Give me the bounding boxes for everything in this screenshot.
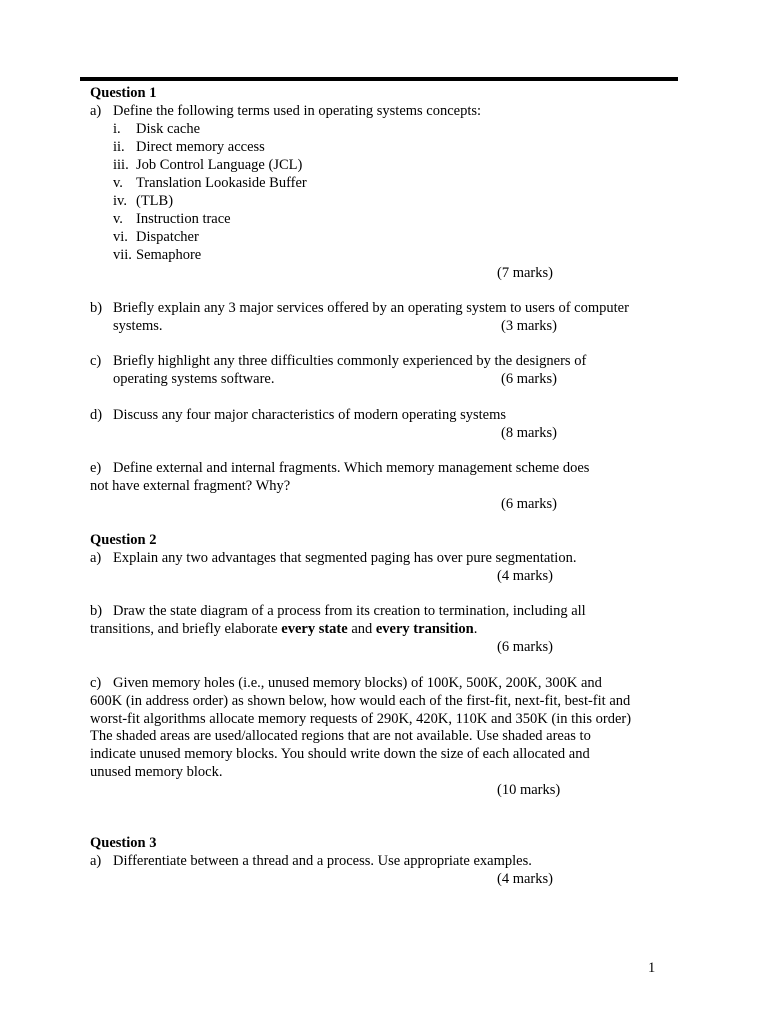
item-number: i. [113,121,121,137]
page-number: 1 [648,960,656,976]
question-1-title: Question 1 [90,85,157,101]
q1-e-line2: not have external fragment? Why? [90,478,291,494]
item-number: vi. [113,229,128,245]
item-text: Translation Lookaside Buffer [136,175,307,191]
q1-a-prompt [90,102,481,120]
q1-e-marks: (6 marks) [501,496,557,512]
q2-b-line1 [90,602,586,620]
q2-c-line6: unused memory block. [90,764,223,780]
q1-b-marks: (3 marks) [501,318,557,334]
q1-b-label: b) [90,300,103,316]
q1-e-text: Define external and internal fragments. Which memory management scheme does [113,460,590,476]
q2-b-line2-post: . [473,621,478,637]
question-2-title: Question 2 [90,532,157,548]
item-text: Direct memory access [136,139,265,155]
item-text: Dispatcher [136,229,199,245]
q1-c-marks: (6 marks) [501,371,557,387]
q1-a-item [113,174,307,192]
item-number: iii. [113,157,129,173]
q3-a-text: Differentiate between a thread and a process. Use appropriate examples. [113,853,532,869]
question-3-title: Question 3 [90,835,157,851]
item-text: (TLB) [136,193,174,209]
q1-d-label: d) [90,407,103,423]
q1-a-label: a) [90,103,102,119]
q2-c-line3: worst-fit algorithms allocate memory requests of 290K, 420K, 110K and 350K (in this order) [90,711,632,727]
q1-c-line1 [90,352,586,370]
item-text: Instruction trace [136,211,231,227]
q2-b-label: b) [90,603,103,619]
item-number: v. [113,175,123,191]
q2-c-line1 [90,674,602,692]
q2-b-line2-pre: transitions, and briefly elaborate [90,621,282,637]
q1-c-line2: operating systems software. [113,371,275,387]
q1-c-label: c) [90,353,102,369]
q1-a-item [113,228,199,246]
q1-c-text: Briefly highlight any three difficulties commonly experienced by the designers of [113,353,587,369]
q2-b-emphasis-transition: every transition [375,621,474,637]
item-text: Job Control Language (JCL) [136,157,303,173]
q3-a-label: a) [90,853,102,869]
item-number: ii. [113,139,125,155]
item-number: v. [113,211,123,227]
q2-b-line2-mid: and [347,621,376,637]
q1-a-item [113,246,201,264]
q3-a-line1 [90,852,532,870]
item-number: vii. [113,247,132,263]
q2-c-line4: The shaded areas are used/allocated regions that are not available. Use shaded areas to [90,728,591,744]
q1-a-item [113,120,200,138]
item-text: Semaphore [136,247,202,263]
q2-b-line2 [90,620,477,638]
q2-c-marks: (10 marks) [497,782,561,798]
q1-a-item [113,192,173,210]
q1-e-label: e) [90,460,102,476]
q2-a-label: a) [90,550,102,566]
q2-a-text: Explain any two advantages that segmented paging has over pure segmentation. [113,550,577,566]
header-rule [80,77,678,81]
q1-a-item [113,210,231,228]
item-text: Disk cache [136,121,201,137]
q1-e-line1 [90,459,589,477]
q2-c-label: c) [90,675,102,691]
item-number: iv. [113,193,127,209]
q2-c-line2: 600K (in address order) as shown below, how would each of the first-fit, next-fit, best-fit and [90,693,631,709]
q1-b-line2: systems. [113,318,163,334]
q2-a-line1 [90,549,576,567]
q1-a-item [113,156,302,174]
q1-d-text: Discuss any four major characteristics of modern operating systems [113,407,507,423]
q2-b-marks: (6 marks) [497,639,553,655]
q1-b-line1 [90,299,629,317]
q2-a-marks: (4 marks) [497,568,553,584]
q2-b-text: Draw the state diagram of a process from its creation to termination, including all [113,603,586,619]
q2-c-text: Given memory holes (i.e., unused memory blocks) of 100K, 500K, 200K, 300K and [113,675,602,691]
q1-a-marks: (7 marks) [497,265,553,281]
q2-c-line5: indicate unused memory blocks. You should write down the size of each allocated and [90,746,590,762]
q1-b-text: Briefly explain any 3 major services offered by an operating system to users of computer [113,300,629,316]
q1-a-item [113,138,265,156]
q1-a-text: Define the following terms used in operating systems concepts: [113,103,482,119]
q1-d-marks: (8 marks) [501,425,557,441]
q3-a-marks: (4 marks) [497,871,553,887]
q1-d-line1 [90,406,506,424]
q2-b-emphasis-state: every state [281,621,348,637]
